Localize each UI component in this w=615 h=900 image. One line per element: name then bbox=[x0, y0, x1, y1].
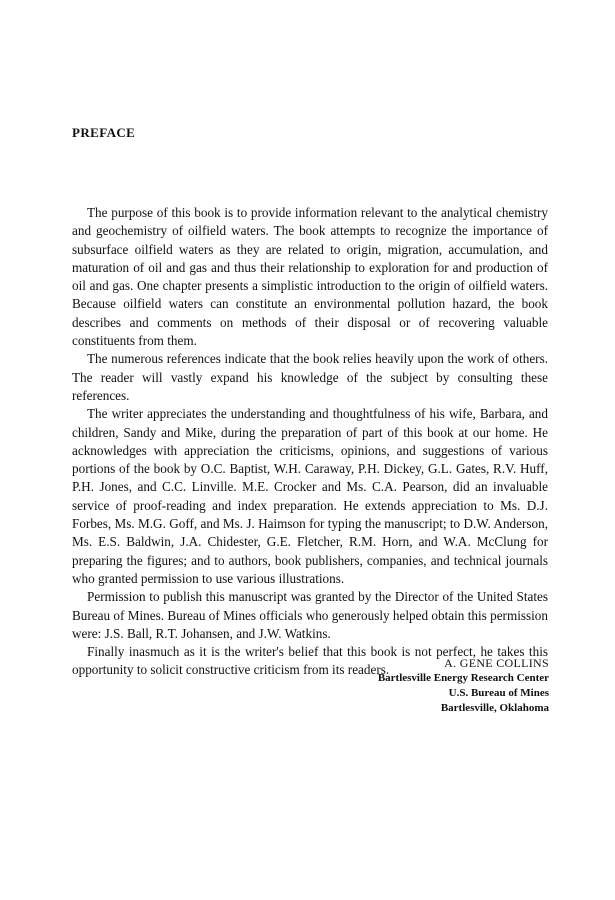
author-affiliation: Bartlesville Energy Research Center bbox=[377, 672, 549, 684]
author-name: A. GENE COLLINS bbox=[444, 656, 549, 670]
paragraph-references: The numerous references indicate that the book relies heavily upon the work of others. The reader will vastly expand his knowledge of the subject by consulting these references. bbox=[72, 351, 548, 403]
page-title: PREFACE bbox=[72, 125, 136, 140]
author-organization: U.S. Bureau of Mines bbox=[448, 687, 549, 699]
author-location: Bartlesville, Oklahoma bbox=[440, 702, 549, 714]
preface-body bbox=[72, 204, 548, 680]
signature-block bbox=[378, 656, 549, 716]
paragraph-acknowledgements: The writer appreciates the understanding and thoughtfulness of his wife, Barbara, and children, Sandy and Mike, during the preparation of part of this book at our home. He acknowledges with appreciation the criticisms, opinions, and suggestions of various portions of the book by O.C. Baptist, W.H. Caraway, P.H. Dickey, G.L. Gates, R.V. Huff, P.H. Jones, and C.C. Linville. M.E. Crocker and Ms. C.A. Pearson, did an invaluable service of proof-reading and index preparation. He extends appreciation to Ms. D.J. Forbes, Ms. M.G. Goff, and Ms. J. Haimson for typing the manuscript; to D.W. Anderson, Ms. E.S. Baldwin, J.A. Chidester, G.E. Fletcher, R.M. Horn, and W.A. McClung for preparing the figures; and to authors, book publishers, companies, and technical journals who granted permission to use various illustrations. bbox=[72, 406, 548, 586]
paragraph-permission: Permission to publish this manuscript was granted by the Director of the United States Bureau of Mines. Bureau of Mines officials who generously helped obtain this permission were: J.S. Ball, R.T. Johansen, and J.W. Watkins. bbox=[72, 589, 548, 641]
paragraph-closing: Finally inasmuch as it is the writer's belief that this book is not perfect, he takes this opportunity to solicit constructive criticism from its readers. bbox=[72, 644, 548, 678]
paragraph-purpose: The purpose of this book is to provide information relevant to the analytical chemistry and geochemistry of oilfield waters. The book attempts to recognize the importance of subsurface oilfield waters as they are related to origin, migration, accumulation, and maturation of oil and gas and thus their relationship to exploration for and production of oil and gas. One chapter presents a simplistic introduction to the origin of oilfield waters. Because oilfield waters can constitute an environmental pollution hazard, the book describes and comments on methods of their disposal or of recovering valuable constituents from them. bbox=[72, 205, 548, 349]
